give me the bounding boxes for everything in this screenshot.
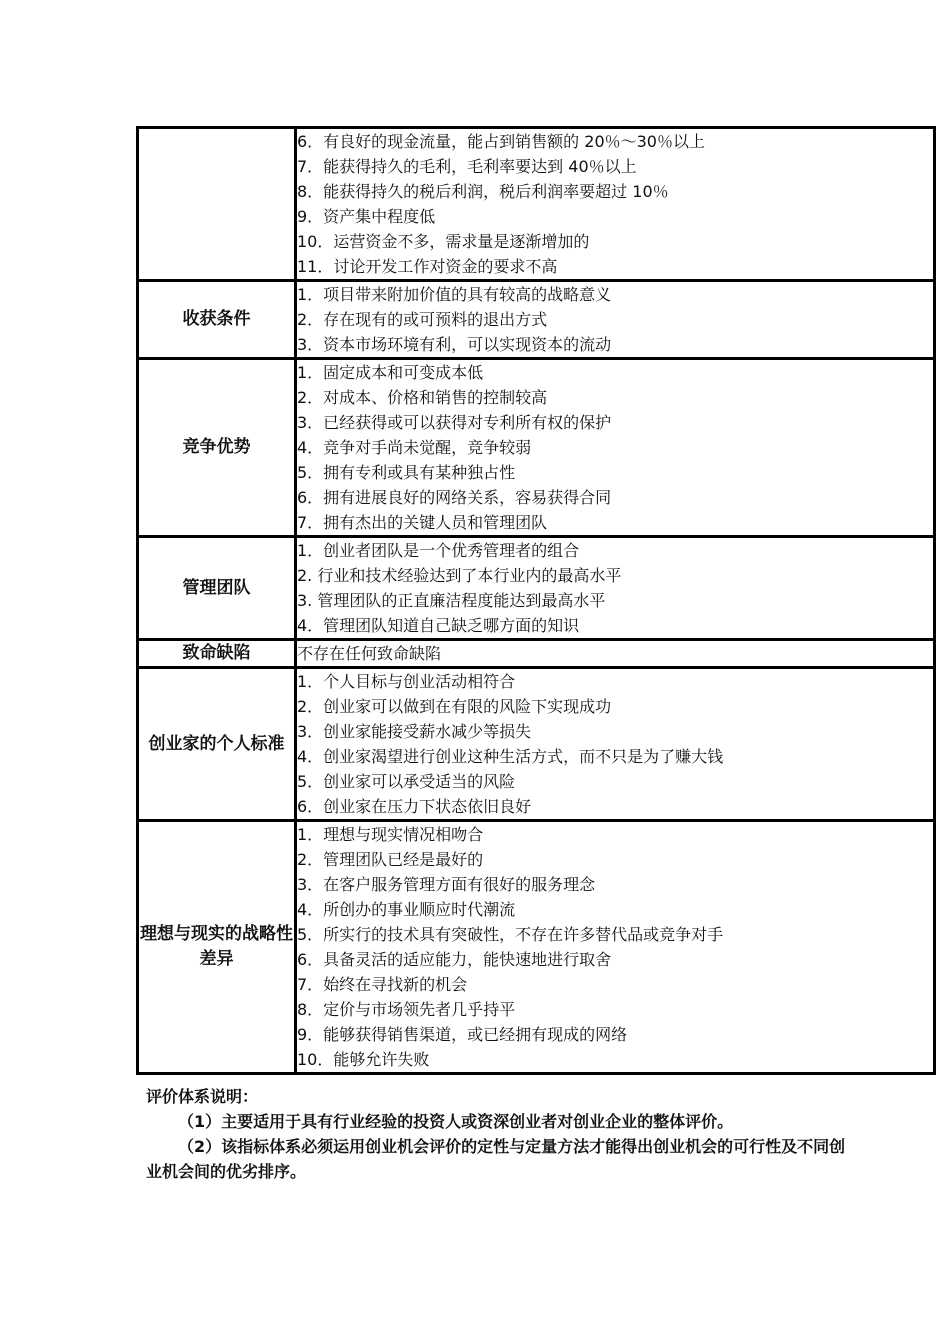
criteria-category: 理想与现实的战略性差异 [138,821,296,1074]
criteria-category: 致命缺陷 [138,640,296,668]
note-paragraph: （1）主要适用于具有行业经验的投资人或资深创业者对创业企业的整体评价。 [178,1112,734,1131]
criteria-item: 不存在任何致命缺陷 [297,644,442,663]
note-paragraph: （2）该指标体系必须运用创业机会评价的定性与定量方法才能得出创业机会的可行性及不同创业机会间的优劣排序。 [146,1137,846,1181]
criteria-item: 3．资本市场环境有利，可以实现资本的流动 [297,335,612,354]
criteria-item: 2. 行业和技术经验达到了本行业内的最高水平 [297,566,622,585]
criteria-item: 6．有良好的现金流量，能占到销售额的 20％～30％以上 [297,132,705,151]
criteria-item: 5．创业家可以承受适当的风险 [297,772,516,791]
criteria-item: 1．理想与现实情况相吻合 [297,825,484,844]
criteria-item: 6．创业家在压力下状态依旧良好 [297,797,532,816]
criteria-category [138,128,296,281]
criteria-row [138,821,935,1074]
criteria-item: 1．个人目标与创业活动相符合 [297,672,516,691]
criteria-items-cell [296,640,935,668]
criteria-item: 1．项目带来附加价值的具有较高的战略意义 [297,285,612,304]
criteria-item: 6．拥有进展良好的网络关系，容易获得合同 [297,488,612,507]
criteria-item: 11．讨论开发工作对资金的要求不高 [297,257,558,276]
criteria-row [138,668,935,821]
criteria-item: 4．管理团队知道自己缺乏哪方面的知识 [297,616,580,635]
criteria-row [138,128,935,281]
criteria-item: 4．所创办的事业顺应时代潮流 [297,900,516,919]
evaluation-notes [146,1085,846,1184]
criteria-item: 2．管理团队已经是最好的 [297,850,484,869]
criteria-category: 竞争优势 [138,359,296,537]
evaluation-criteria-table [136,126,936,1075]
criteria-item: 1．创业者团队是一个优秀管理者的组合 [297,541,580,560]
criteria-item: 3．创业家能接受薪水减少等损失 [297,722,532,741]
criteria-row [138,281,935,359]
criteria-item: 4．创业家渴望进行创业这种生活方式，而不只是为了赚大钱 [297,747,724,766]
notes-title: 评价体系说明： [146,1087,259,1106]
criteria-items-cell [296,281,935,359]
criteria-items-cell [296,668,935,821]
criteria-item: 1．固定成本和可变成本低 [297,363,484,382]
criteria-items-cell [296,537,935,640]
criteria-item: 6．具备灵活的适应能力，能快速地进行取舍 [297,950,612,969]
criteria-item: 3．在客户服务管理方面有很好的服务理念 [297,875,596,894]
criteria-category: 管理团队 [138,537,296,640]
criteria-item: 5．所实行的技术具有突破性，不存在许多替代品或竞争对手 [297,925,724,944]
criteria-item: 7．拥有杰出的关键人员和管理团队 [297,513,548,532]
criteria-item: 3. 管理团队的正直廉洁程度能达到最高水平 [297,591,606,610]
criteria-item: 10．运营资金不多，需求量是逐渐增加的 [297,232,590,251]
criteria-item: 2．存在现有的或可预料的退出方式 [297,310,548,329]
criteria-item: 9．能够获得销售渠道，或已经拥有现成的网络 [297,1025,628,1044]
criteria-item: 9．资产集中程度低 [297,207,436,226]
criteria-row [138,359,935,537]
criteria-item: 4．竞争对手尚未觉醒，竞争较弱 [297,438,532,457]
criteria-items-cell [296,128,935,281]
criteria-item: 3．已经获得或可以获得对专利所有权的保护 [297,413,612,432]
criteria-item: 8．定价与市场领先者几乎持平 [297,1000,516,1019]
criteria-item: 7．能获得持久的毛利，毛利率要达到 40％以上 [297,157,637,176]
criteria-row [138,640,935,668]
criteria-item: 8．能获得持久的税后利润，税后利润率要超过 10％ [297,182,669,201]
criteria-row [138,537,935,640]
criteria-category: 创业家的个人标准 [138,668,296,821]
table-body [138,128,935,1074]
criteria-item: 2．创业家可以做到在有限的风险下实现成功 [297,697,612,716]
criteria-item: 5．拥有专利或具有某种独占性 [297,463,516,482]
criteria-items-cell [296,359,935,537]
criteria-item: 7．始终在寻找新的机会 [297,975,468,994]
criteria-category: 收获条件 [138,281,296,359]
criteria-items-cell [296,821,935,1074]
criteria-item: 10．能够允许失败 [297,1050,430,1069]
criteria-item: 2．对成本、价格和销售的控制较高 [297,388,548,407]
